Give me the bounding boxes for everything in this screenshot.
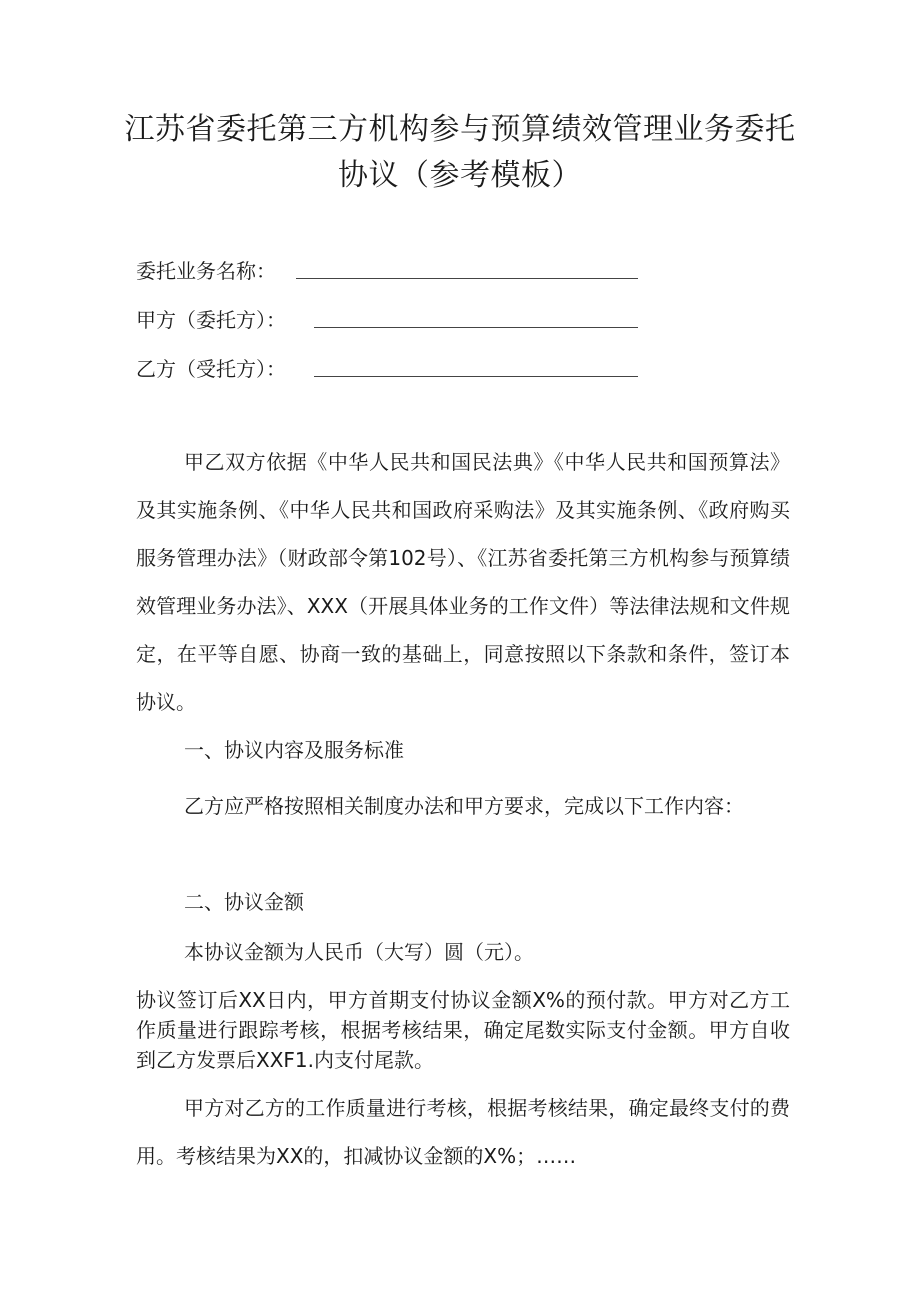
field-label: 委托业务名称： [136, 259, 276, 283]
field-business-name [136, 257, 276, 285]
field-label: 乙方（受托方）： [136, 357, 286, 381]
section-2-heading: 二、协议金额 [184, 890, 304, 914]
section-1-heading: 一、协议内容及服务标准 [184, 738, 404, 762]
field-party-b [136, 355, 286, 383]
fill-in-blank-line[interactable] [314, 376, 638, 377]
document-title-line-2: 协议（参考模板） [338, 158, 582, 193]
section-2-assessment: 甲方对乙方的工作质量进行考核，根据考核结果，确定最终支付的费用。考核结果为XX的，扣减协议金额的X%；…… [136, 1096, 790, 1168]
document-title-line-1: 江苏省委托第三方机构参与预算绩效管理业务委托 [124, 112, 796, 147]
intro-paragraph: 甲乙双方依据《中华人民共和国民法典》《中华人民共和国预算法》及其实施条例、《中华人民共和国政府采购法》及其实施条例、《政府购买服务管理办法》（财政部令第102号）、《江苏省委托第三方机构参与预算绩效管理业务办法》、XXX（开展具体业务的工作文件）等法律法规和文件规定，在平等自愿、协商一致的基础上，同意按照以下条款和条件，签订本协议。 [136, 450, 790, 714]
field-label: 甲方（委托方）： [136, 308, 286, 332]
fill-in-blank-line[interactable] [314, 327, 638, 328]
section-1-text: 乙方应严格按照相关制度办法和甲方要求，完成以下工作内容： [184, 794, 744, 818]
section-2-amount: 本协议金额为人民币（大写）圆（元）。 [184, 940, 534, 964]
field-party-a [136, 306, 286, 334]
section-2-payment-terms: 协议签订后XX日内，甲方首期支付协议金额X%的预付款。甲方对乙方工作质量进行跟踪考核，根据考核结果，确定尾数实际支付金额。甲方自收到乙方发票后XXF1.内支付尾款。 [136, 988, 790, 1072]
fill-in-blank-line[interactable] [296, 278, 638, 279]
